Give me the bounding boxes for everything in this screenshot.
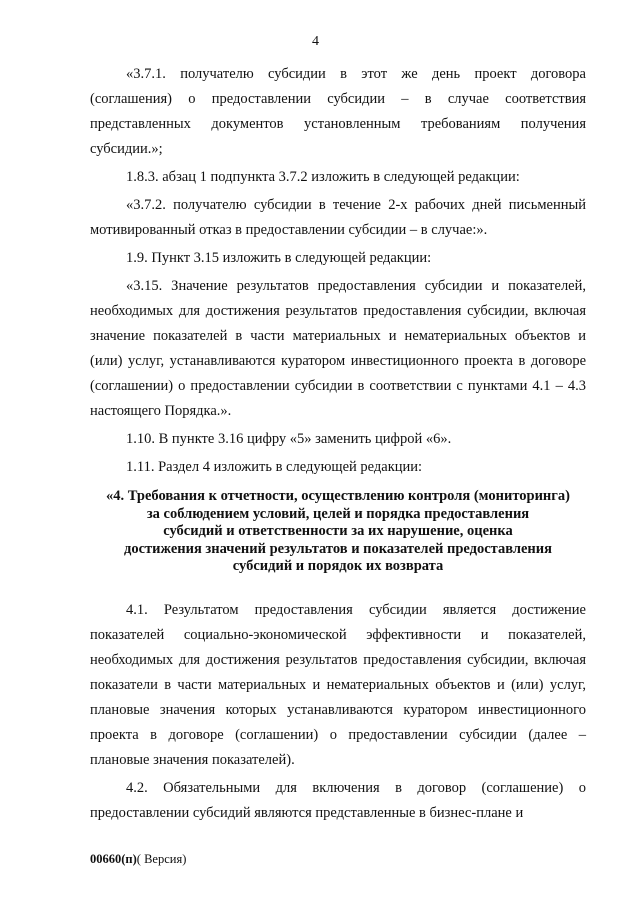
heading-line: достижения значений результатов и показателей предоставления: [124, 540, 552, 557]
heading-line: субсидий и порядок их возврата: [232, 558, 444, 574]
paragraph: 1.9. Пункт 3.15 изложить в следующей редакции:: [126, 250, 432, 266]
paragraph: 1.8.3. абзац 1 подпункта 3.7.2 изложить в следующей редакции:: [126, 169, 520, 185]
paragraph: 1.11. Раздел 4 изложить в следующей редакции:: [126, 459, 423, 475]
heading-line: за соблюдением условий, целей и порядка предоставления: [146, 505, 530, 522]
paragraph: 1.10. В пункте 3.16 цифру «5» заменить цифрой «6».: [126, 431, 452, 447]
document-body: [90, 62, 586, 829]
document-footer: [90, 852, 186, 867]
paragraph: «3.7.1. получателю субсидии в этот же день проект договора (соглашения) о предоставлении субсидии – в случае соответствия представленных документов установленным требованиям получения субсидии.»;: [90, 66, 586, 157]
page-number: 4: [312, 34, 319, 49]
section-heading: [90, 488, 586, 576]
heading-line: «4. Требования к отчетности, осуществлению контроля (мониторинга): [106, 488, 570, 504]
document-version: ( Версия): [136, 852, 187, 866]
heading-line: субсидий и ответственности за их нарушение, оценка: [163, 523, 513, 539]
paragraph: 4.2. Обязательными для включения в договор (соглашение) о предоставлении субсидий являются представленные в бизнес-плане и: [90, 779, 586, 821]
document-code: 00660(п): [90, 852, 137, 866]
paragraph: «3.15. Значение результатов предоставления субсидии и показателей, необходимых для достижения результатов предоставления субсидии, включая значение показателей в части материальных и нематериальных объектов и (или) услуг, устанавливаются куратором инвестиционного проекта в договоре (соглашении) о предоставлении субсидии в соответствии с пунктами 4.1 – 4.3 настоящего Порядка.».: [90, 278, 586, 419]
paragraph: 4.1. Результатом предоставления субсидии является достижение показателей социально-экономической эффективности и показателей, необходимых для достижения результатов предоставления субсидии, включая показатели в части материальных и нематериальных объектов и (или) услуг, плановые значения которых устанавливаются куратором инвестиционного проекта в договоре (соглашении) о предоставлении субсидии (далее – плановые значения показателей).: [90, 601, 586, 768]
paragraph: «3.7.2. получателю субсидии в течение 2-х рабочих дней письменный мотивированный отказ в предоставлении субсидии – в случае:».: [90, 197, 586, 238]
